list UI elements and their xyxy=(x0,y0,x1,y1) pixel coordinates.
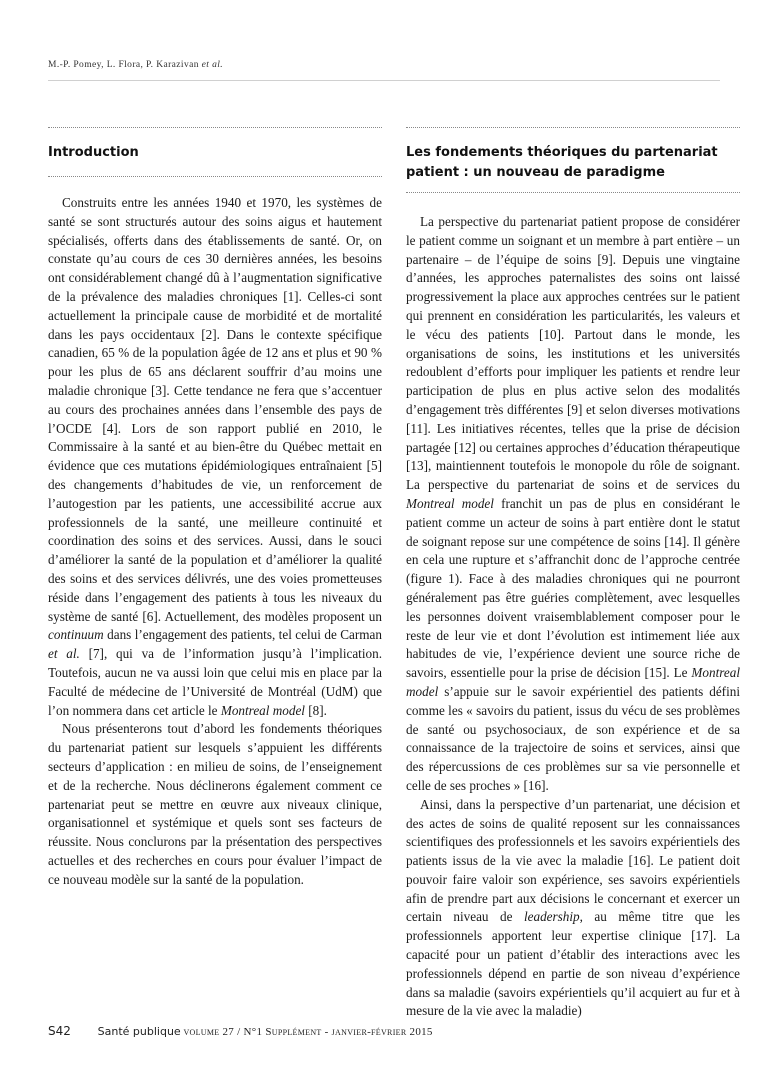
journal-name: Santé publique xyxy=(97,1025,181,1038)
section-heading-introduction: Introduction xyxy=(48,145,139,160)
italic-term: leadership xyxy=(523,909,580,925)
page-number: S42 xyxy=(48,1024,71,1038)
fondements-body xyxy=(406,213,740,1021)
page-footer xyxy=(48,1024,433,1038)
section-heading-fondements xyxy=(406,128,740,192)
section-rule-bottom xyxy=(48,176,382,177)
text-run: s’appuie sur le savoir expérientiel des patients défini comme les « savoirs du patient, issus du vécu de ses problèmes de santé ou psychosociaux, de son expérience et de sa connaissance de la trajectoire de soins et services, ainsi que des répercussions de ces problèmes sur sa vie personnelle et celle de ses proches » [16]. xyxy=(406,683,740,793)
italic-term: et al. xyxy=(48,646,80,662)
text-run: [8]. xyxy=(304,702,327,718)
text-run: Construits entre les années 1940 et 1970, les systèmes de santé se sont structurés autour des soins aigus et hautement spécialisés, offerts dans des établissements de santé. Or, on constate qu’au cours de ces 30 dernières années, les besoins ont considérablement changé dû à l’augmentation significative de la prévalence des maladies chroniques [1]. Celles-ci sont actuellement la principale cause de morbidité et de mortalité dans les pays occidentaux [2]. Dans le contexte spécifique canadien, 65 % de la population âgée de 12 ans et plus et 90 % pour les plus de 65 ans déclarent souffrir d’au moins une maladie chronique [3]. Cette tendance ne fera que s’accentuer au cours des prochaines années dans l’ensemble des pays de l’OCDE [4]. Lors de son rapport publié en 2010, le Commissaire à la santé et au bien-être du Québec mettait en évidence que ces mutations épidémiologiques entraînaient [5] des changements d’habitudes de vie, un renforcement de l’autogestion par les patients, une accessibilité accrue aux professionnels de la santé, une meilleure continuité et coordination des soins et des services. Aussi, dans le souci d’améliorer la santé de la population et d’améliorer la qualité des soins et des services délivrés, une des voies prometteuses réside dans l’engagement des patients à tous les niveaux du système de santé [6]. Actuellement, des modèles proposent un xyxy=(48,195,382,624)
left-column xyxy=(48,127,382,889)
journal-volume: volume 27 / N°1 Supplément - janvier-février 2015 xyxy=(183,1026,433,1038)
italic-term: Montreal model xyxy=(220,702,305,718)
running-head xyxy=(48,60,223,70)
italic-term: continuum xyxy=(48,627,104,643)
running-head-authors: M.-P. Pomey, L. Flora, P. Karazivan xyxy=(48,60,199,70)
text-run: , au même titre que les professionnels apportent leur expertise clinique [17]. La capacité pour un patient d’établir des interactions avec les professionnels dépend en partie de son niveau d’expérience dans sa maladie (savoirs expérientiels qu’il acquiert au fur et à mesure de la vie avec la maladie) xyxy=(406,909,740,1019)
heading-line-2: patient : un nouveau de paradigme xyxy=(406,165,665,180)
italic-term: Montreal model xyxy=(406,495,494,511)
paragraph xyxy=(406,213,740,796)
text-run: Ainsi, dans la perspective d’un partenariat, une décision et des actes de soins de qualité reposent sur les connaissances scientifiques des professionnels et les savoirs expérientiels des patients issus de la vie avec la maladie [16]. Le patient doit pouvoir faire valoir son expérience, ses savoirs expérientiels afin de prendre part aux décisions le concernant et exercer un certain niveau de xyxy=(406,796,740,925)
text-run: La perspective du partenariat patient propose de considérer le patient comme un soignant et un membre à part entière – un partenaire – de l’équipe de soins [9]. Depuis une vingtaine d’années, les approches paternalistes des soins ont laissé progressivement la place aux approches centrées sur le patient qui prennent en considération les particularités, les valeurs et le vécu des patients [10]. Partout dans le monde, les organisations de soins, les institutions et les universités redoublent d’efforts pour impliquer les patients et rendre leur participation de plus en plus active selon des modalités d’engagement très différentes [9] et selon diverses motivations [11]. Les initiatives récentes, telles que la prise de décision partagée [12] ou certaines approches d’éducation thérapeutique [13], maintiennent toutefois le monopole du rôle de soignant. La perspective du partenariat de soins et de services du xyxy=(406,214,740,493)
text-run: franchit un pas de plus en considérant le patient comme un acteur de soins à part entière dont le statut de soignant repose sur une compétence de soins [14]. Il génère en cela une rupture et s’affranchit donc de l’approche centrée (figure 1). Face à des maladies chroniques qui ne pourront généralement pas être guéries complètement, avec lesquelles les personnes doivent vraisemblablement composer pour le reste de leur vie et dont l’évolution est intimement liée aux habitudes de vie, l’expérience devient une source riche de savoirs, essentielle pour la prise de décision [15]. Le xyxy=(406,495,741,681)
right-column xyxy=(406,127,740,1021)
text-run: [7], qui va de l’information jusqu’à l’implication. Toutefois, aucun ne va aussi loin que celui mis en place par la Faculté de médecine de l’Université de Montréal (UdM) que l’on nommera dans cet article le xyxy=(48,646,382,718)
header-rule xyxy=(48,80,720,81)
italic-term: Montreal model xyxy=(406,665,740,699)
text-run: dans l’engagement des patients, tel celui de Carman xyxy=(103,627,382,643)
paragraph xyxy=(406,796,740,1022)
paragraph xyxy=(48,720,382,889)
section-rule-bottom xyxy=(406,192,740,193)
paragraph xyxy=(48,194,382,720)
heading-line-1: Les fondements théoriques du partenariat xyxy=(406,145,718,160)
introduction-body xyxy=(48,194,382,889)
running-head-etal: et al. xyxy=(201,60,224,70)
text-run: Nous présenterons tout d’abord les fondements théoriques du partenariat patient sur lesquels s’appuient les différents secteurs d’application : en milieu de soins, de l’enseignement et de la recherche. Nous déclinerons également comment ce partenariat peut se mettre en œuvre aux niveaux clinique, organisationnel et systémique et quels sont ses facteurs de réussite. Nous conclurons par la présentation des perspectives actuelles et des recherches en cours pour évaluer l’impact de ce nouveau modèle sur la santé de la population. xyxy=(48,721,382,887)
